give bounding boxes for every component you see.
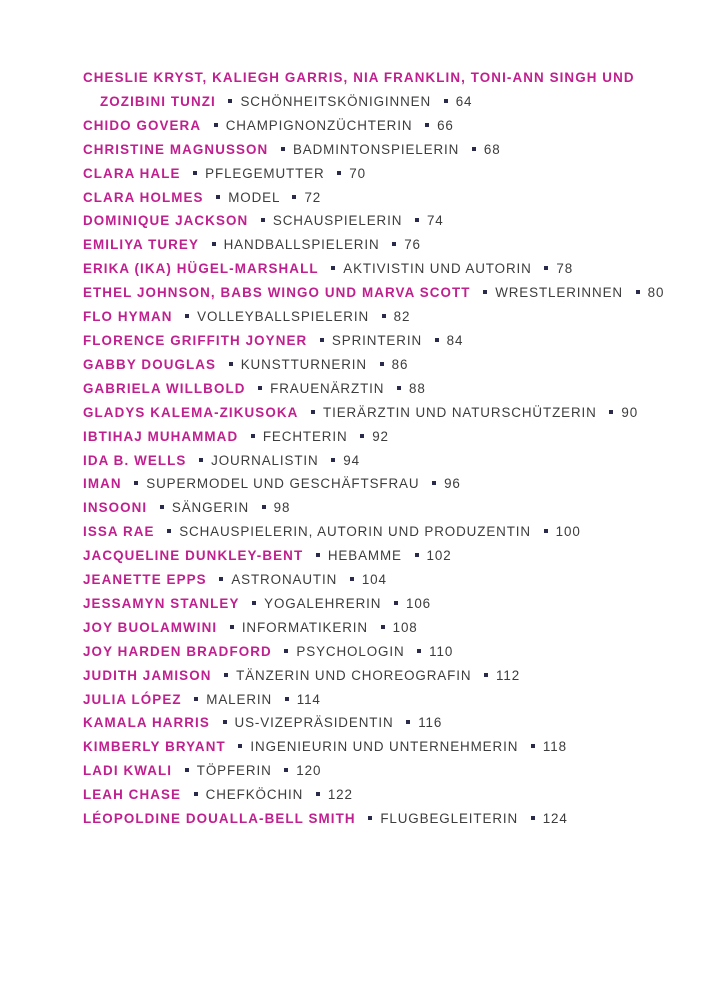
toc-entry bbox=[83, 401, 683, 425]
entry-role: SCHAUSPIELERIN, AUTORIN UND PRODUZENTIN bbox=[179, 524, 531, 540]
entry-name: KIMBERLY BRYANT bbox=[83, 739, 226, 755]
entry-role: SÄNGERIN bbox=[171, 500, 250, 516]
bullet-separator bbox=[472, 147, 476, 151]
entry-page-number: 106 bbox=[405, 595, 432, 611]
entry-role: MODEL bbox=[228, 189, 280, 205]
entry-name: CLARA HALE bbox=[83, 165, 181, 181]
toc-entry bbox=[83, 759, 683, 783]
entry-page-number: 108 bbox=[392, 619, 418, 635]
toc-entry bbox=[83, 186, 683, 210]
entry-page-number: 64 bbox=[455, 93, 473, 109]
entry-page-number: 112 bbox=[496, 667, 521, 683]
entry-name: ERIKA (IKA) HÜGEL-MARSHALL bbox=[83, 261, 319, 277]
entry-role: YOGALEHRERIN bbox=[264, 595, 382, 611]
bullet-separator bbox=[212, 242, 216, 246]
entry-page-number: 88 bbox=[408, 380, 426, 396]
toc-entry bbox=[83, 209, 683, 233]
entry-name: IDA B. WELLS bbox=[83, 452, 187, 468]
bullet-separator bbox=[194, 697, 198, 701]
bullet-separator bbox=[337, 171, 341, 175]
toc-entry bbox=[83, 449, 683, 473]
table-of-contents bbox=[83, 66, 683, 831]
entry-name: FLO HYMAN bbox=[83, 309, 173, 325]
bullet-separator bbox=[417, 649, 421, 653]
bullet-separator bbox=[223, 720, 227, 724]
bullet-separator bbox=[609, 410, 613, 414]
entry-role: TÖPFERIN bbox=[196, 763, 272, 779]
entry-role: TIERÄRZTIN UND NATURSCHÜTZERIN bbox=[323, 404, 597, 420]
entry-role: AKTIVISTIN UND AUTORIN bbox=[343, 261, 532, 277]
entry-page-number: 96 bbox=[444, 476, 461, 492]
toc-entry bbox=[83, 544, 683, 568]
entry-role: VOLLEYBALLSPIELERIN bbox=[197, 309, 370, 325]
toc-entry bbox=[83, 640, 683, 664]
toc-entry bbox=[83, 568, 683, 592]
bullet-separator bbox=[636, 290, 640, 294]
entry-name: JUDITH JAMISON bbox=[83, 667, 212, 683]
toc-entry bbox=[83, 66, 683, 114]
bullet-separator bbox=[281, 147, 285, 151]
toc-entry bbox=[83, 592, 683, 616]
entry-name: LADI KWALI bbox=[83, 763, 173, 779]
entry-page-number: 100 bbox=[555, 524, 581, 540]
bullet-separator bbox=[262, 505, 266, 509]
toc-entry bbox=[83, 329, 683, 353]
entry-role: INFORMATIKERIN bbox=[241, 619, 368, 635]
entry-page-number: 110 bbox=[429, 643, 454, 659]
bullet-separator bbox=[484, 673, 488, 677]
entry-page-number: 86 bbox=[391, 356, 409, 372]
bullet-separator bbox=[185, 314, 189, 318]
entry-name: DOMINIQUE JACKSON bbox=[83, 213, 249, 229]
toc-entry bbox=[83, 711, 683, 735]
entry-page-number: 68 bbox=[483, 141, 501, 157]
entry-page-number: 82 bbox=[393, 309, 411, 325]
entry-name: EMILIYA TUREY bbox=[83, 237, 199, 253]
bullet-separator bbox=[292, 195, 296, 199]
bullet-separator bbox=[320, 338, 324, 342]
entry-name: CLARA HOLMES bbox=[83, 189, 204, 205]
entry-name: CHRISTINE MAGNUSSON bbox=[83, 141, 269, 157]
bullet-separator bbox=[251, 434, 255, 438]
toc-entry bbox=[83, 114, 683, 138]
bullet-separator bbox=[415, 553, 419, 557]
bullet-separator bbox=[392, 242, 396, 246]
entry-page-number: 120 bbox=[296, 763, 322, 779]
toc-entry bbox=[83, 807, 683, 831]
entry-name: CHIDO GOVERA bbox=[83, 117, 202, 133]
bullet-separator bbox=[432, 481, 436, 485]
entry-role: SCHAUSPIELERIN bbox=[272, 213, 403, 229]
entry-role: CHAMPIGNONZÜCHTERIN bbox=[225, 117, 413, 133]
toc-entry bbox=[83, 520, 683, 544]
entry-name: GABBY DOUGLAS bbox=[83, 356, 217, 372]
entry-role: HEBAMME bbox=[327, 548, 402, 564]
entry-page-number: 124 bbox=[542, 811, 568, 827]
entry-role: MALERIN bbox=[206, 691, 273, 707]
entry-role: JOURNALISTIN bbox=[211, 452, 319, 468]
entry-name: IBTIHAJ MUHAMMAD bbox=[83, 428, 239, 444]
toc-entry bbox=[83, 281, 683, 305]
bullet-separator bbox=[415, 218, 419, 222]
toc-entry bbox=[83, 783, 683, 807]
entry-name: JOY BUOLAMWINI bbox=[83, 619, 218, 635]
entry-page-number: 92 bbox=[372, 428, 389, 444]
entry-name: GLADYS KALEMA-ZIKUSOKA bbox=[83, 404, 299, 420]
bullet-separator bbox=[167, 529, 171, 533]
toc-entry bbox=[83, 233, 683, 257]
entry-role: CHEFKÖCHIN bbox=[205, 787, 304, 803]
bullet-separator bbox=[368, 816, 372, 820]
bullet-separator bbox=[216, 195, 220, 199]
bullet-separator bbox=[134, 481, 138, 485]
bullet-separator bbox=[316, 792, 320, 796]
toc-entry bbox=[83, 162, 683, 186]
bullet-separator bbox=[331, 458, 335, 462]
bullet-separator bbox=[284, 768, 288, 772]
bullet-separator bbox=[483, 290, 487, 294]
toc-entry bbox=[83, 496, 683, 520]
bullet-separator bbox=[331, 266, 335, 270]
entry-page-number: 98 bbox=[273, 500, 291, 516]
bullet-separator bbox=[193, 171, 197, 175]
bullet-separator bbox=[185, 768, 189, 772]
entry-name: LÉOPOLDINE DOUALLA-BELL SMITH bbox=[83, 811, 356, 827]
bullet-separator bbox=[160, 505, 164, 509]
toc-entry bbox=[83, 305, 683, 329]
bullet-separator bbox=[435, 338, 439, 342]
bullet-separator bbox=[228, 99, 232, 103]
entry-page-number: 84 bbox=[446, 332, 464, 348]
entry-role: PFLEGEMUTTER bbox=[205, 165, 325, 181]
entry-page-number: 102 bbox=[426, 548, 452, 564]
bullet-separator bbox=[219, 577, 223, 581]
entry-page-number: 78 bbox=[556, 261, 574, 277]
entry-name: ISSA RAE bbox=[83, 524, 155, 540]
bullet-separator bbox=[238, 744, 242, 748]
bullet-separator bbox=[252, 601, 256, 605]
entry-role: FECHTERIN bbox=[262, 428, 348, 444]
entry-role: FRAUENÄRZTIN bbox=[270, 380, 385, 396]
entry-name: CHESLIE KRYST, KALIEGH GARRIS, NIA FRANKLIN, TONI-ANN SINGH UND ZOZIBINI TUNZI bbox=[83, 70, 635, 109]
entry-page-number: 70 bbox=[349, 165, 366, 181]
bullet-separator bbox=[350, 577, 354, 581]
bullet-separator bbox=[316, 553, 320, 557]
entry-role: WRESTLERINNEN bbox=[495, 285, 623, 301]
entry-name: ETHEL JOHNSON, BABS WINGO UND MARVA SCOTT bbox=[83, 285, 471, 301]
bullet-separator bbox=[214, 123, 218, 127]
bullet-separator bbox=[261, 218, 265, 222]
bullet-separator bbox=[285, 697, 289, 701]
bullet-separator bbox=[531, 744, 535, 748]
entry-role: FLUGBEGLEITERIN bbox=[380, 811, 519, 827]
bullet-separator bbox=[258, 386, 262, 390]
entry-name: KAMALA HARRIS bbox=[83, 715, 210, 731]
entry-role: BADMINTONSPIELERIN bbox=[292, 141, 460, 157]
toc-entry bbox=[83, 664, 683, 688]
entry-role: HANDBALLSPIELERIN bbox=[223, 237, 380, 253]
toc-entry bbox=[83, 735, 683, 759]
entry-name: FLORENCE GRIFFITH JOYNER bbox=[83, 332, 308, 348]
toc-entry bbox=[83, 377, 683, 401]
bullet-separator bbox=[531, 816, 535, 820]
entry-page-number: 94 bbox=[343, 452, 360, 468]
entry-role: KUNSTTURNERIN bbox=[240, 356, 367, 372]
toc-entry bbox=[83, 257, 683, 281]
bullet-separator bbox=[230, 625, 234, 629]
bullet-separator bbox=[444, 99, 448, 103]
entry-role: SCHÖNHEITSKÖNIGINNEN bbox=[240, 93, 432, 109]
entry-role: SPRINTERIN bbox=[331, 332, 423, 348]
entry-name: JULIA LÓPEZ bbox=[83, 691, 182, 707]
entry-name: INSOONI bbox=[83, 500, 148, 516]
entry-role: PSYCHOLOGIN bbox=[296, 643, 405, 659]
entry-name: JOY HARDEN BRADFORD bbox=[83, 643, 272, 659]
entry-page-number: 114 bbox=[296, 691, 321, 707]
bullet-separator bbox=[360, 434, 364, 438]
bullet-separator bbox=[397, 386, 401, 390]
bullet-separator bbox=[194, 792, 198, 796]
entry-name: GABRIELA WILLBOLD bbox=[83, 380, 246, 396]
entry-name: LEAH CHASE bbox=[83, 787, 182, 803]
entry-role: SUPERMODEL UND GESCHÄFTSFRAU bbox=[146, 476, 420, 492]
bullet-separator bbox=[425, 123, 429, 127]
bullet-separator bbox=[224, 673, 228, 677]
entry-page-number: 90 bbox=[621, 404, 639, 420]
bullet-separator bbox=[284, 649, 288, 653]
entry-page-number: 66 bbox=[437, 117, 454, 133]
entry-page-number: 74 bbox=[426, 213, 444, 229]
entry-page-number: 76 bbox=[404, 237, 421, 253]
bullet-separator bbox=[381, 625, 385, 629]
toc-entry bbox=[83, 353, 683, 377]
bullet-separator bbox=[311, 410, 315, 414]
entry-page-number: 104 bbox=[361, 572, 387, 588]
bullet-separator bbox=[544, 529, 548, 533]
entry-page-number: 80 bbox=[647, 285, 665, 301]
entry-role: US-VIZEPRÄSIDENTIN bbox=[234, 715, 394, 731]
toc-entry bbox=[83, 616, 683, 640]
bullet-separator bbox=[380, 362, 384, 366]
entry-role: INGENIEURIN UND UNTERNEHMERIN bbox=[250, 739, 519, 755]
toc-entry bbox=[83, 688, 683, 712]
bullet-separator bbox=[382, 314, 386, 318]
entry-page-number: 122 bbox=[327, 787, 353, 803]
entry-page-number: 116 bbox=[418, 715, 443, 731]
toc-entry bbox=[83, 472, 683, 496]
entry-name: IMAN bbox=[83, 476, 122, 492]
entry-name: JESSAMYN STANLEY bbox=[83, 595, 240, 611]
entry-role: TÄNZERIN UND CHOREOGRAFIN bbox=[236, 667, 472, 683]
bullet-separator bbox=[406, 720, 410, 724]
entry-name: JACQUELINE DUNKLEY-BENT bbox=[83, 548, 304, 564]
bullet-separator bbox=[229, 362, 233, 366]
entry-name: JEANETTE EPPS bbox=[83, 572, 207, 588]
entry-page-number: 72 bbox=[304, 189, 322, 205]
bullet-separator bbox=[199, 458, 203, 462]
bullet-separator bbox=[544, 266, 548, 270]
entry-role: ASTRONAUTIN bbox=[231, 572, 338, 588]
toc-entry bbox=[83, 138, 683, 162]
toc-entry bbox=[83, 425, 683, 449]
bullet-separator bbox=[394, 601, 398, 605]
entry-page-number: 118 bbox=[542, 739, 567, 755]
